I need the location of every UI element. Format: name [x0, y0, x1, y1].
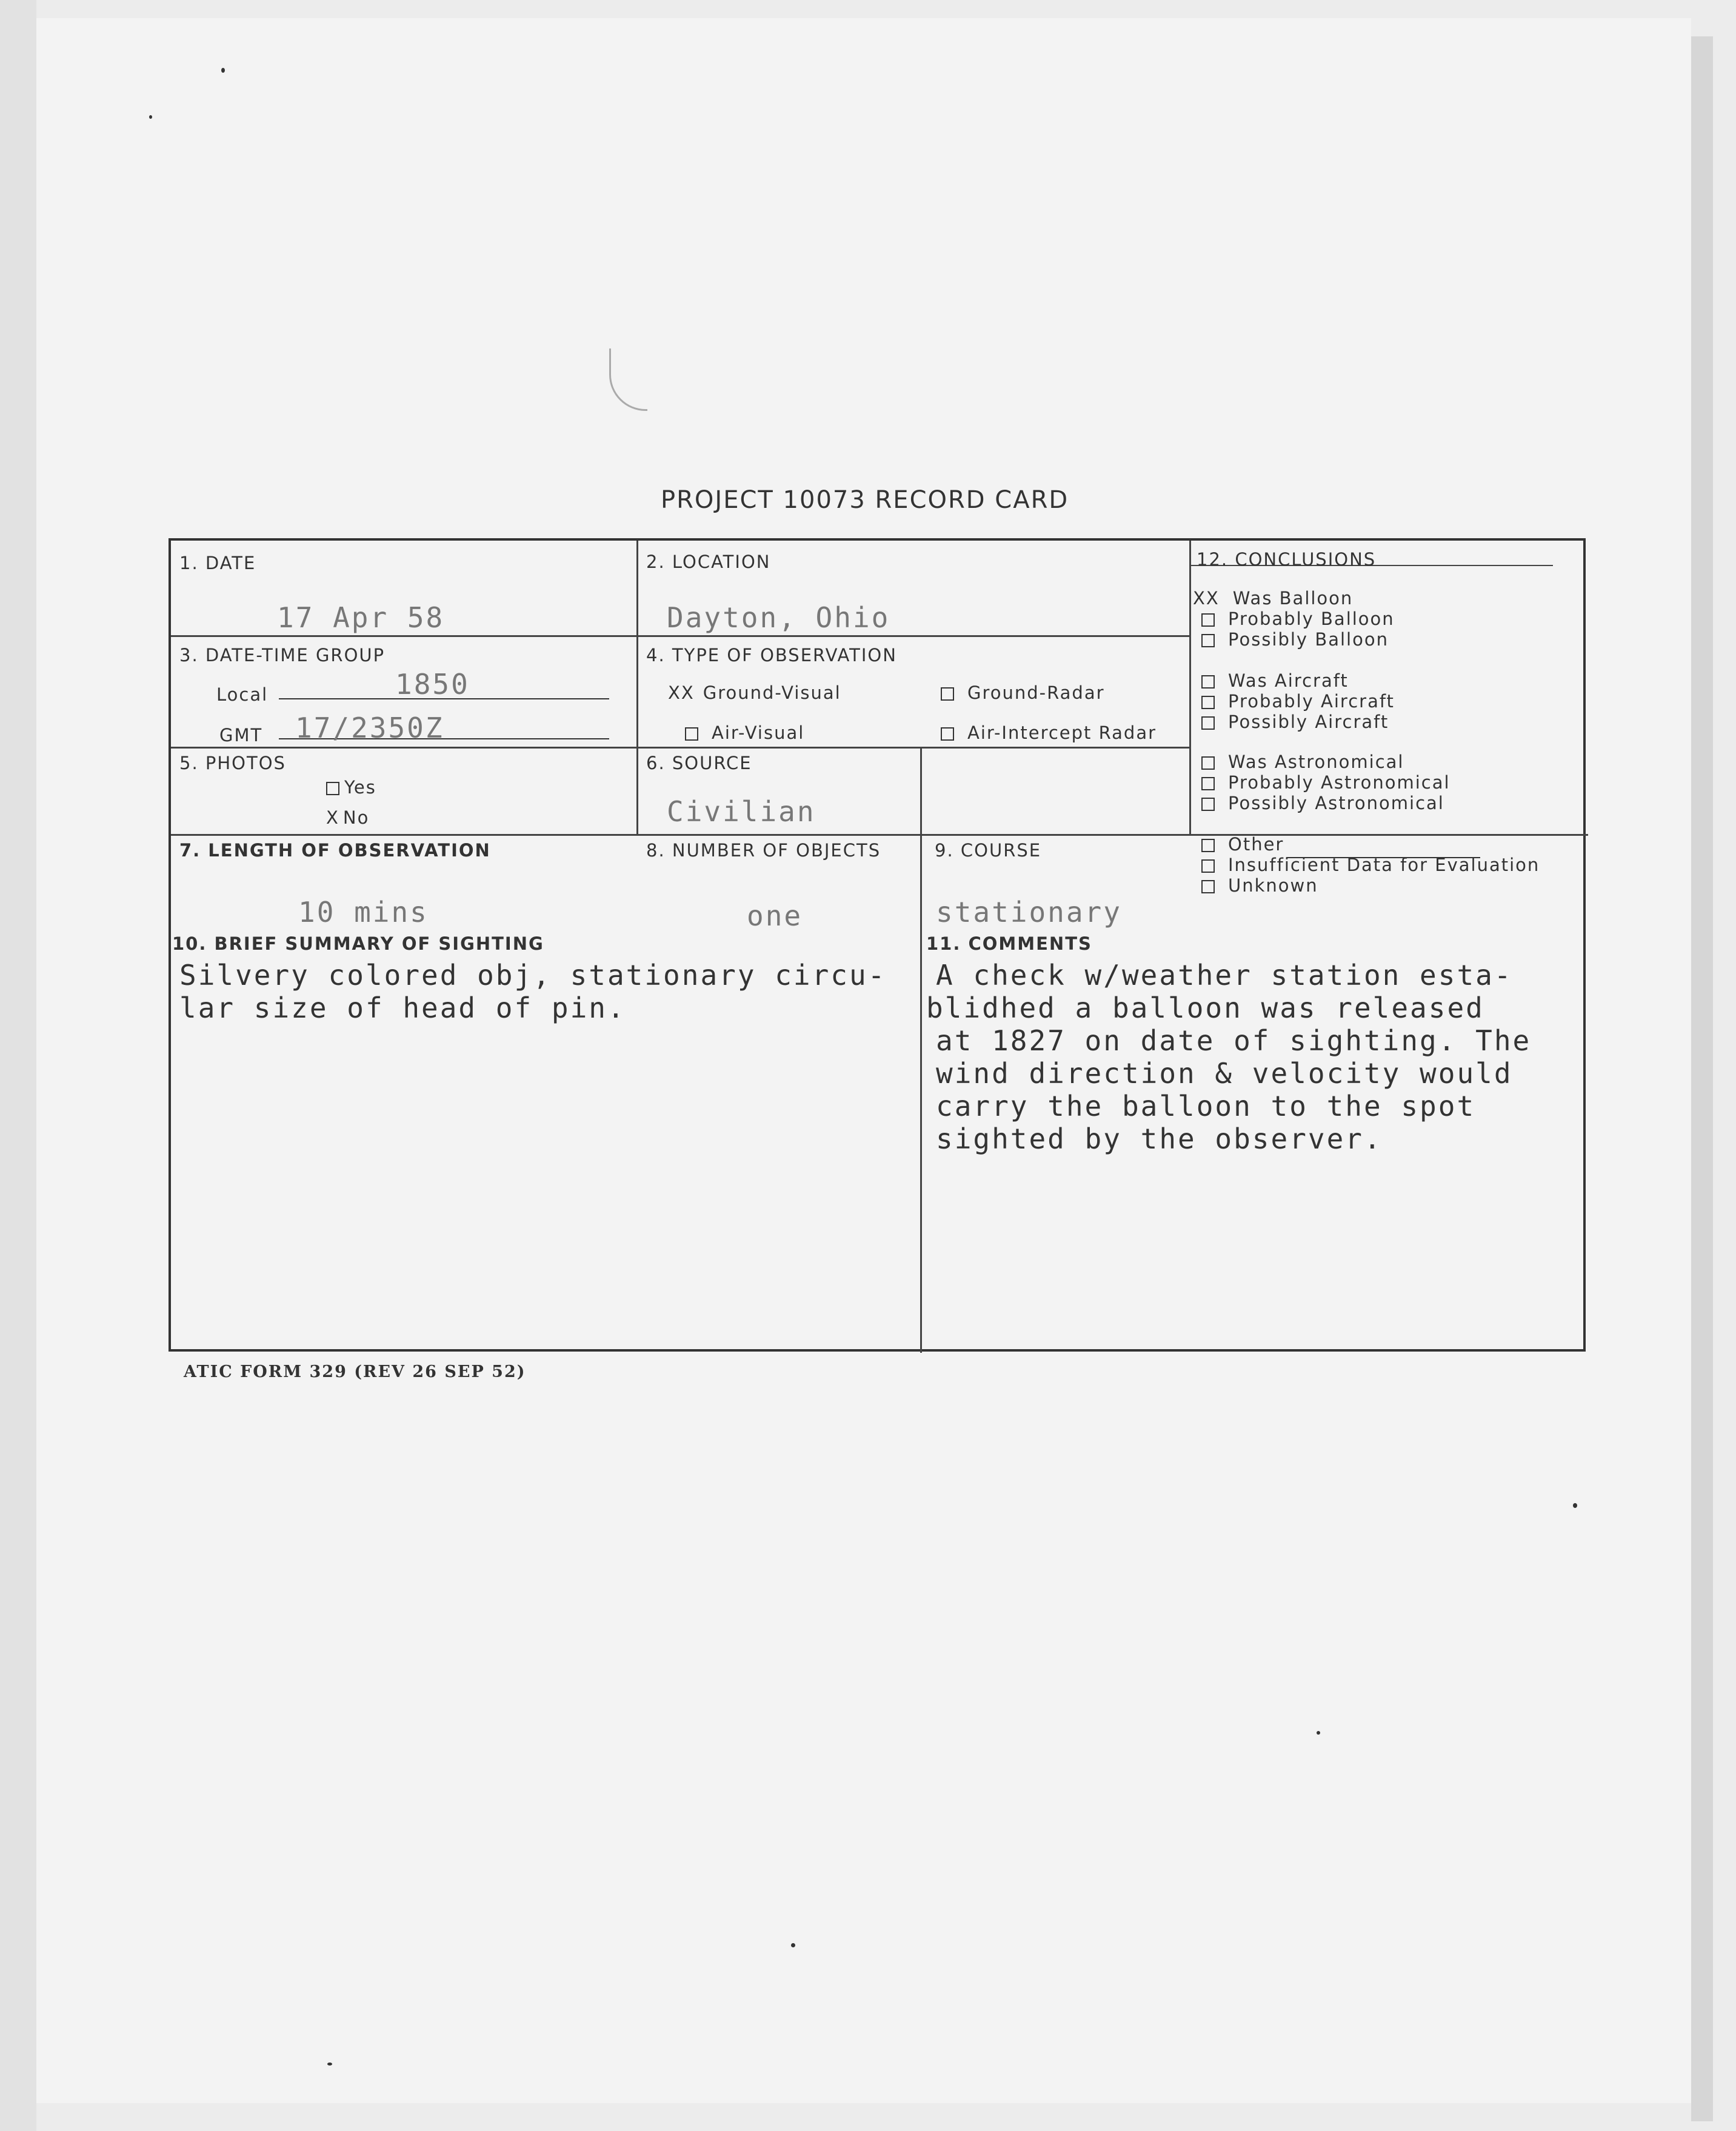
- comments-line: blidhed a balloon was released: [926, 992, 1484, 1024]
- divider: [1189, 541, 1191, 834]
- date-time-group-label: 3. DATE-TIME GROUP: [179, 645, 386, 665]
- scan-speck: [149, 115, 152, 119]
- checkbox-icon: [1201, 634, 1215, 647]
- checkbox-icon: [1201, 716, 1215, 730]
- summary-line: Silvery colored obj, stationary circu-: [179, 959, 887, 992]
- local-label: Local: [216, 684, 269, 705]
- form-id: ATIC FORM 329 (REV 26 SEP 52): [184, 1362, 526, 1381]
- location-label: 2. LOCATION: [646, 552, 771, 572]
- divider: [920, 747, 922, 1353]
- checkbox-icon: [1201, 839, 1215, 852]
- conclusion-probably-aircraft[interactable]: Probably Aircraft: [1201, 691, 1395, 712]
- conclusion-unknown[interactable]: Unknown: [1201, 875, 1318, 896]
- scan-speck: [221, 68, 225, 73]
- local-value: 1850: [395, 668, 470, 701]
- checkbox-icon: [941, 727, 954, 741]
- date-label: 1. DATE: [179, 553, 256, 573]
- conclusion-was-aircraft[interactable]: Was Aircraft: [1201, 670, 1349, 691]
- divider: [171, 834, 1588, 836]
- card-title: PROJECT 10073 RECORD CARD: [661, 486, 1069, 514]
- conclusion-possibly-astronomical[interactable]: Possibly Astronomical: [1201, 793, 1444, 813]
- checkbox-icon: [1201, 859, 1215, 873]
- observation-type-label: 4. TYPE OF OBSERVATION: [646, 645, 897, 665]
- divider: [636, 541, 638, 834]
- length-label: 7. LENGTH OF OBSERVATION: [179, 840, 491, 861]
- scan-speck: [1573, 1503, 1577, 1508]
- photos-no[interactable]: X No: [326, 807, 370, 828]
- checkbox-icon: [1201, 880, 1215, 893]
- comments-line: wind direction & velocity would: [936, 1057, 1513, 1090]
- checked-mark: XX: [1193, 588, 1220, 609]
- checkbox-icon: [1201, 613, 1215, 627]
- scan-speck: [327, 2063, 332, 2066]
- checkbox-icon: [1201, 756, 1215, 770]
- comments-line: sighted by the observer.: [936, 1122, 1383, 1155]
- photos-yes[interactable]: Yes: [326, 777, 376, 798]
- checked-mark: XX: [668, 682, 695, 703]
- option-air-intercept-radar[interactable]: Air-Intercept Radar: [941, 722, 1157, 743]
- conclusion-probably-astronomical[interactable]: Probably Astronomical: [1201, 772, 1451, 793]
- conclusion-possibly-aircraft[interactable]: Possibly Aircraft: [1201, 712, 1389, 732]
- checkbox-icon: [1201, 675, 1215, 689]
- checked-mark: X: [326, 807, 339, 828]
- record-card: [169, 538, 1586, 1352]
- comments-line: carry the balloon to the spot: [936, 1090, 1476, 1122]
- conclusion-insufficient-data[interactable]: Insufficient Data for Evaluation: [1201, 855, 1540, 875]
- conclusion-probably-balloon[interactable]: Probably Balloon: [1201, 609, 1395, 629]
- checkbox-icon: [685, 727, 698, 741]
- conclusions-label: 12. CONCLUSIONS: [1197, 549, 1377, 570]
- checkbox-icon: [326, 782, 339, 795]
- checkbox-icon: [1201, 777, 1215, 790]
- comments-line: A check w/weather station esta-: [936, 959, 1513, 992]
- conclusion-possibly-balloon[interactable]: Possibly Balloon: [1201, 629, 1389, 650]
- date-value: 17 Apr 58: [277, 601, 445, 634]
- option-air-visual[interactable]: Air-Visual: [685, 722, 804, 743]
- location-value: Dayton, Ohio: [667, 601, 890, 634]
- course-value: stationary: [936, 896, 1122, 929]
- source-label: 6. SOURCE: [646, 753, 752, 773]
- gmt-label: GMT: [219, 725, 263, 745]
- objects-label: 8. NUMBER OF OBJECTS: [646, 840, 881, 861]
- scan-left-margin: [0, 0, 36, 2131]
- scan-right-edge: [1691, 36, 1713, 2121]
- checkbox-icon: [1201, 798, 1215, 811]
- checkbox-icon: [1201, 696, 1215, 709]
- summary-label: 10. BRIEF SUMMARY OF SIGHTING: [172, 933, 544, 954]
- divider: [171, 635, 1189, 637]
- source-value: Civilian: [667, 795, 816, 828]
- option-ground-radar[interactable]: Ground-Radar: [941, 682, 1105, 703]
- scan-speck: [1317, 1731, 1320, 1735]
- divider: [171, 747, 1189, 749]
- conclusion-other[interactable]: Other: [1201, 834, 1284, 855]
- conclusion-was-astronomical[interactable]: Was Astronomical: [1201, 752, 1404, 772]
- conclusion-was-balloon[interactable]: XX Was Balloon: [1193, 588, 1354, 609]
- checkbox-icon: [941, 687, 954, 701]
- objects-value: one: [747, 899, 803, 932]
- option-ground-visual[interactable]: XX Ground-Visual: [668, 682, 841, 703]
- comments-label: 11. COMMENTS: [926, 933, 1092, 954]
- length-value: 10 mins: [298, 896, 429, 929]
- photos-label: 5. PHOTOS: [179, 753, 286, 773]
- gmt-value: 17/2350Z: [295, 712, 444, 744]
- course-label: 9. COURSE: [935, 840, 1042, 861]
- scan-speck: [791, 1943, 795, 1947]
- summary-line: lar size of head of pin.: [179, 992, 626, 1024]
- comments-line: at 1827 on date of sighting. The: [936, 1024, 1532, 1057]
